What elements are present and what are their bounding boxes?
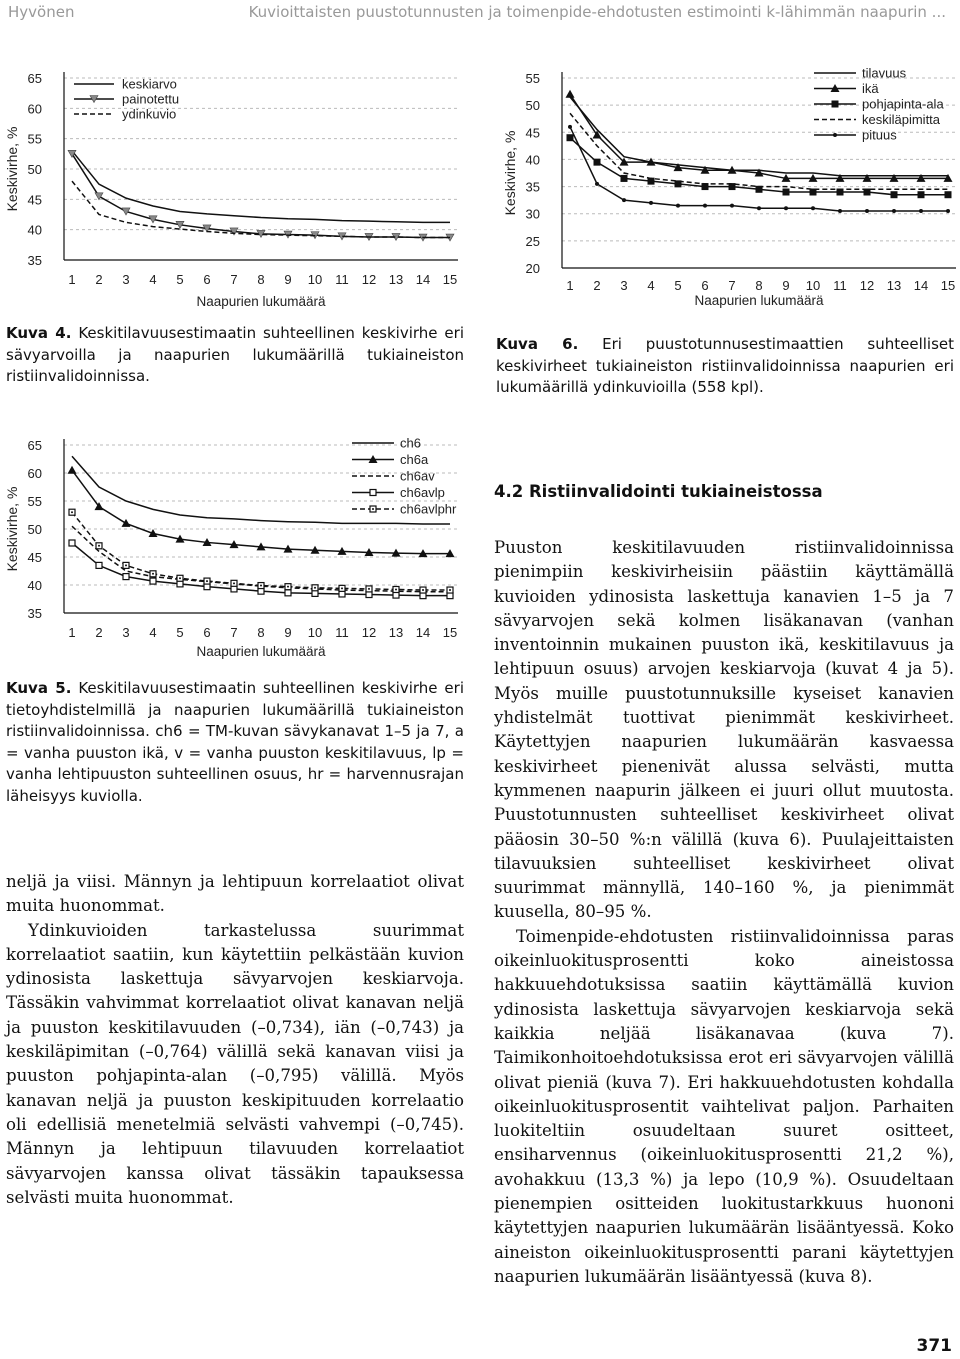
- x-tick-label: 8: [257, 625, 265, 640]
- data-point: [566, 90, 575, 98]
- x-tick-label: 5: [674, 278, 682, 293]
- y-tick-label: 50: [525, 98, 540, 114]
- data-point: [449, 589, 451, 591]
- x-tick-label: 1: [566, 278, 574, 293]
- data-point: [125, 564, 127, 566]
- x-tick-label: 14: [913, 278, 929, 293]
- data-point: [95, 193, 103, 200]
- data-point: [783, 189, 790, 196]
- data-point: [341, 587, 343, 589]
- x-tick-label: 5: [176, 625, 184, 640]
- x-tick-label: 13: [388, 625, 404, 640]
- data-point: [314, 587, 316, 589]
- data-point: [98, 545, 100, 547]
- data-point: [945, 191, 952, 198]
- legend-label: pohjapinta-ala: [862, 96, 944, 112]
- data-point: [595, 182, 599, 186]
- legend-label: ch6a: [400, 452, 429, 467]
- legend-label: pituus: [862, 127, 897, 143]
- y-tick-label: 60: [27, 101, 42, 117]
- x-tick-label: 15: [442, 625, 458, 640]
- y-tick-label: 40: [27, 222, 42, 238]
- y-axis-label: Keskivirhe, %: [502, 130, 518, 216]
- y-tick-label: 45: [525, 125, 540, 141]
- data-point: [370, 490, 376, 496]
- data-point: [206, 580, 208, 582]
- paragraph: neljä ja viisi. Männyn ja lehtipuun korrelaatiot olivat muita huonommat.: [6, 872, 464, 916]
- caption-kuva6: [496, 334, 954, 399]
- y-tick-label: 55: [525, 71, 540, 86]
- x-tick-label: 12: [859, 278, 875, 293]
- data-point: [150, 578, 156, 584]
- data-point: [69, 540, 75, 546]
- caption-kuva4: [6, 323, 464, 388]
- data-point: [621, 175, 628, 182]
- caption-text: Keskitilavuusestimaatin suhteellinen keskivirhe eri tietoyhdistelmillä ja naapurien lukumäärillä tukiaineiston ristiinvalidoinnissa. ch6 = TM-kuvan sävykanavat 1–5 ja 7, a = vanha puuston ikä, v = vanha puuston keskitilavuus, lp = vanha lehtipuuston suhteellinen osuus, hr = harvennusrajan läheisyys kuviolla.: [6, 679, 464, 805]
- chart-kuva6: [484, 60, 960, 318]
- x-tick-label: 6: [203, 272, 211, 287]
- series-line-ch6av: [72, 526, 450, 592]
- series-line-ch6a: [72, 470, 450, 553]
- x-axis-label: Naapurien lukumäärä: [196, 644, 326, 659]
- y-tick-label: 40: [27, 578, 42, 593]
- data-point: [122, 208, 130, 215]
- x-tick-label: 14: [415, 625, 431, 640]
- page-number: 371: [916, 1336, 952, 1356]
- data-point: [919, 209, 923, 213]
- data-point: [368, 588, 370, 590]
- y-tick-label: 35: [27, 606, 42, 621]
- data-point: [233, 582, 235, 584]
- legend-label: ikä: [862, 81, 879, 96]
- x-tick-label: 3: [620, 278, 628, 293]
- data-point: [833, 133, 837, 137]
- y-tick-label: 55: [27, 131, 42, 147]
- caption-text: Eri puustotunnusestimaattien suhteelliset keskivirheet tukiaineiston ristiinvalidoinnissa naapurien eri lukumäärillä ydinkuvioilla (558 kpl).: [496, 335, 954, 396]
- x-tick-label: 6: [701, 278, 709, 293]
- x-tick-label: 12: [361, 272, 377, 287]
- x-tick-label: 1: [68, 625, 76, 640]
- legend-label: keskiläpimitta: [862, 112, 941, 127]
- data-point: [395, 588, 397, 590]
- x-tick-label: 4: [149, 272, 157, 287]
- x-axis-label: Naapurien lukumäärä: [694, 293, 824, 308]
- caption-label: Kuva 5.: [6, 679, 72, 697]
- x-tick-label: 10: [307, 625, 323, 640]
- right-column-text: [494, 536, 954, 1289]
- paragraph: Puuston keskitilavuuden ristiinvalidoinnissa pienimpiin keskivirheisiin päästiin käyttämällä kuvioiden ydinosista laskettuja kanavien 1–5 ja 7 sävyarvojen sekä kolmen lisäkanavan (vanhan inventoinnin mukainen puuston ikä, keskitilavuus ja lehtipuun osuus) arvojen keskiarvoja (kuvat 4 ja 5). Myös muille puustotunnuksille kyseiset kanavien yhdistelmät tuottivat pienimmät keskivirheet. Käytettyjen naapurien lukumäärän kasvaessa keskivirheet pienenivät alussa selvästi, mutta kymmenen naapurin jälkeen ei juuri ollut muutosta. Puustotunnusten suhteelliset keskivirheet olivat pääosin 30–50 %:n välillä (kuva 6). Puulajeittaisten tilavuuksien suhteelliset keskivirheet olivat suurimmat männyllä, 140–160 %, ja pienimmät kuusella, 80–95 %.: [494, 538, 954, 922]
- x-axis-label: Naapurien lukumäärä: [196, 294, 326, 309]
- x-tick-label: 9: [782, 278, 790, 293]
- data-point: [179, 577, 181, 579]
- x-tick-label: 13: [388, 272, 404, 287]
- legend-label: keskiarvo: [122, 76, 177, 92]
- chart-kuva5: [0, 432, 475, 667]
- data-point: [622, 198, 626, 202]
- legend-label: ch6avlphr: [400, 501, 457, 517]
- y-axis-label: Keskivirhe, %: [4, 126, 20, 212]
- y-tick-label: 20: [525, 261, 540, 276]
- header-author: Hyvönen: [8, 3, 75, 21]
- x-tick-label: 8: [755, 278, 763, 293]
- x-tick-label: 15: [940, 278, 956, 293]
- caption-text: Keskitilavuusestimaatin suhteellinen keskivirhe eri sävyarvoilla ja naapurien lukumäärillä tukiaineiston ristiinvalidoinnissa.: [6, 324, 464, 385]
- data-point: [811, 206, 815, 210]
- x-tick-label: 12: [361, 625, 377, 640]
- data-point: [71, 511, 73, 513]
- x-tick-label: 11: [833, 278, 847, 293]
- data-point: [122, 519, 131, 527]
- y-tick-label: 60: [27, 466, 42, 481]
- x-tick-label: 7: [728, 278, 736, 293]
- y-tick-label: 30: [525, 206, 540, 222]
- x-tick-label: 9: [284, 625, 292, 640]
- data-point: [838, 209, 842, 213]
- series-line-painotettu: [72, 154, 450, 238]
- y-tick-label: 50: [27, 162, 42, 177]
- data-point: [703, 204, 707, 208]
- data-point: [784, 206, 788, 210]
- series-line-ch6: [72, 456, 450, 524]
- x-tick-label: 6: [203, 625, 211, 640]
- y-tick-label: 65: [27, 438, 42, 453]
- x-tick-label: 3: [122, 272, 130, 287]
- y-tick-label: 50: [27, 522, 42, 537]
- y-tick-label: 65: [27, 71, 42, 86]
- y-tick-label: 35: [27, 253, 42, 268]
- x-tick-label: 2: [593, 278, 601, 293]
- y-tick-label: 45: [27, 550, 42, 565]
- y-tick-label: 25: [525, 233, 540, 249]
- x-tick-label: 7: [230, 625, 238, 640]
- legend-label: ch6avlp: [400, 485, 445, 500]
- x-tick-label: 4: [149, 625, 157, 640]
- x-tick-label: 9: [284, 272, 292, 287]
- data-point: [594, 159, 601, 166]
- data-point: [152, 573, 154, 575]
- x-tick-label: 11: [335, 625, 349, 640]
- y-tick-label: 40: [525, 152, 540, 168]
- y-tick-label: 35: [525, 179, 540, 195]
- x-tick-label: 15: [442, 272, 458, 287]
- x-tick-label: 13: [886, 278, 902, 293]
- x-tick-label: 1: [68, 272, 76, 287]
- x-tick-label: 2: [95, 625, 103, 640]
- data-point: [285, 590, 291, 596]
- paragraph: Ydinkuvioiden tarkastelussa suurimmat korrelaatiot saatiin, kun käytettiin pelkästään kuvion ydinosista laskettuja sävyarvojen keskiarvoja. Tässäkin vahvimmat korrelaatiot olivat kanavan neljä ja puuston keskitilavuuden (–0,734), iän (–0,743) ja keskiläpimitan (–0,764) välillä sekä kanavan viisi ja puuston pohjapinta-alan (–0,795) välillä. Myös kanavan neljä ja puuston keskipituuden korrelaatio oli edellisiä menetelmiä selvästi vahvempi (–0,745). Männyn ja lehtipuun tilavuuden korrelaatiot sävyarvojen kanssa olivat tässäkin tapauksessa selvästi muita huonommat.: [6, 920, 464, 1207]
- left-column-text: [6, 870, 464, 1210]
- caption-label: Kuva 4.: [6, 324, 72, 342]
- legend-label: ydinkuvio: [122, 106, 177, 122]
- chart-kuva4: [0, 60, 475, 315]
- data-point: [567, 134, 574, 141]
- data-point: [568, 125, 572, 129]
- legend-label: ch6: [400, 435, 421, 451]
- data-point: [891, 191, 898, 198]
- header-title: Kuvioittaisten puustotunnusten ja toimenpide-ehdotusten estimointi k-lähimmän naapurin ...: [248, 3, 946, 21]
- legend-label: ch6av: [400, 468, 435, 484]
- y-tick-label: 55: [27, 494, 42, 509]
- data-point: [123, 574, 129, 580]
- data-point: [422, 589, 424, 591]
- data-point: [892, 209, 896, 213]
- x-tick-label: 7: [230, 272, 238, 287]
- data-point: [68, 466, 77, 474]
- x-tick-label: 5: [176, 272, 184, 287]
- y-axis-label: Keskivirhe, %: [4, 486, 20, 572]
- paragraph: Toimenpide-ehdotusten ristiinvalidoinnissa paras oikeinluokitusprosentti koko aineistossa hakkuuehdotuksissa saatiin käyttämällä kuvion ydinosista laskettuja sävyarvojen keskiarvoja sekä kaikkia neljää lisäkanavaa (kuva 7). Taimikonhoitoehdotuksissa erot eri sävyarvojen välillä olivat pieniä (kuva 7). Eri hakkuuehdotusten kohdalla oikeinluokitusprosentit vaihtelivat paljon. Parhaiten luokiteltiin osuudeltaan suuret ositteet, ensiharvennus (oikeinluokitusprosentti 21,2 %), avohakkuu (13,3 %) ja lepo (10,9 %). Osuudeltaan pienempien ositteiden luokitustarkkuus huononi käytettyjen naapurien lukumäärän lisääntyessä. Koko aineiston oikeinluokitusprosentti parani käytettyjen naapurien lukumäärän lisääntyessä (kuva 8).: [494, 926, 954, 1286]
- data-point: [676, 204, 680, 208]
- caption-kuva5: [6, 678, 464, 807]
- x-tick-label: 11: [335, 272, 349, 287]
- x-tick-label: 4: [647, 278, 655, 293]
- data-point: [260, 585, 262, 587]
- x-tick-label: 2: [95, 272, 103, 287]
- data-point: [757, 206, 761, 210]
- y-tick-label: 45: [27, 192, 42, 208]
- x-tick-label: 3: [122, 625, 130, 640]
- section-heading: 4.2 Ristiinvalidointi tukiaineistossa: [494, 482, 823, 501]
- x-tick-label: 14: [415, 272, 431, 287]
- data-point: [946, 209, 950, 213]
- legend-label: painotettu: [122, 91, 180, 107]
- data-point: [96, 562, 102, 568]
- data-point: [649, 201, 653, 205]
- data-point: [918, 191, 925, 198]
- data-point: [730, 204, 734, 208]
- running-header: [0, 0, 960, 26]
- caption-label: Kuva 6.: [496, 335, 579, 353]
- x-tick-label: 10: [805, 278, 821, 293]
- data-point: [372, 508, 374, 510]
- data-point: [832, 101, 839, 108]
- data-point: [287, 586, 289, 588]
- x-tick-label: 8: [257, 272, 265, 287]
- x-tick-label: 10: [307, 272, 323, 287]
- data-point: [865, 209, 869, 213]
- legend-label: tilavuus: [862, 65, 907, 81]
